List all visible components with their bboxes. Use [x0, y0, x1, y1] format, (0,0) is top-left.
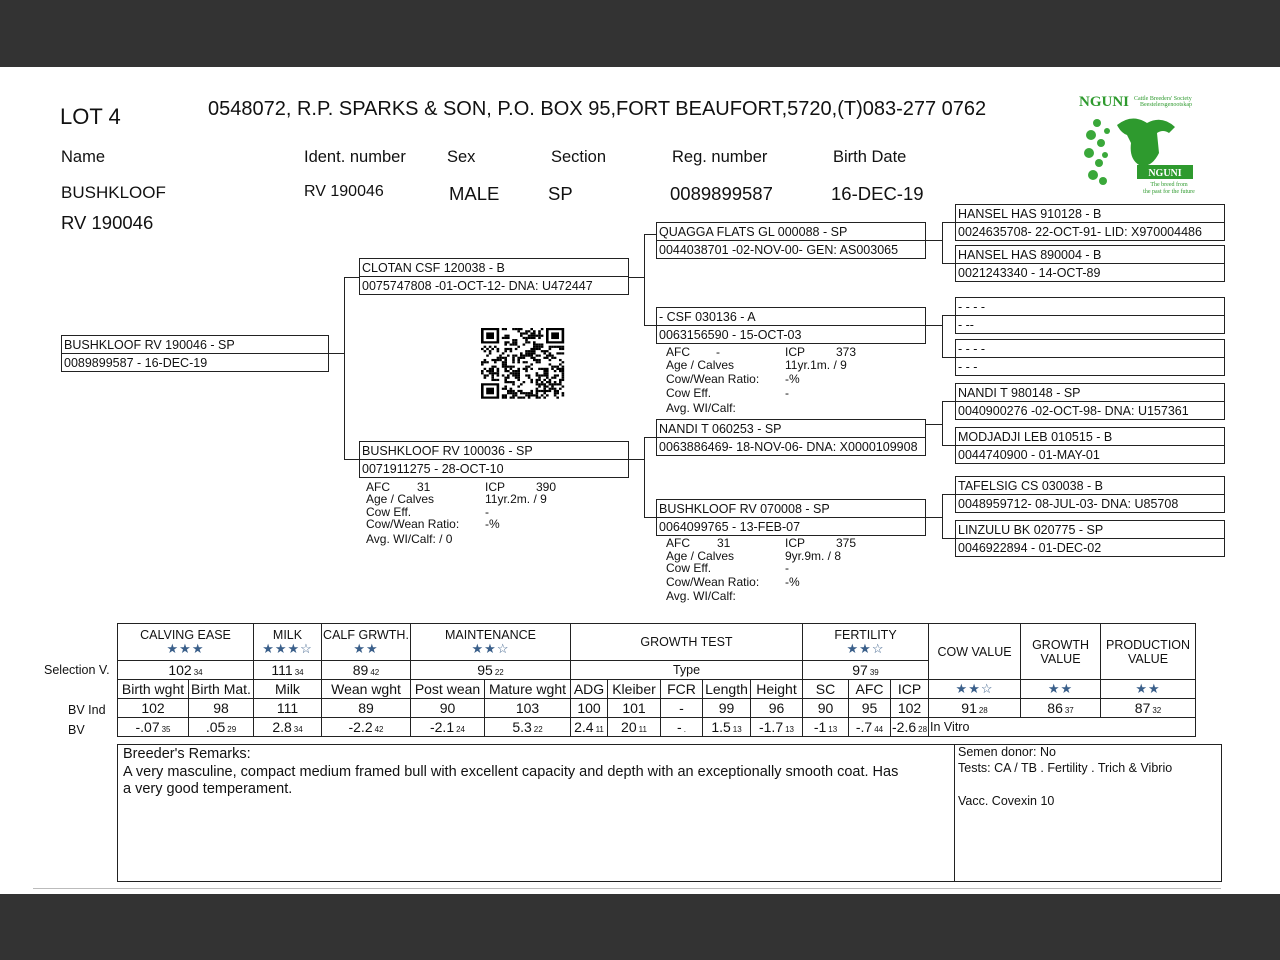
production-value-stars: ★★	[1101, 680, 1196, 699]
bv-adg: 2.4 11	[571, 718, 608, 737]
bv-icp: -2.6 28	[892, 719, 928, 735]
logo-title: NGUNI	[1079, 94, 1130, 110]
ind-height: 96	[751, 699, 803, 718]
ind-length: 99	[703, 699, 751, 718]
ind-kleiber: 101	[608, 699, 661, 718]
group-cow-value: COW VALUE	[929, 624, 1021, 680]
bv-afc: -.7 44	[849, 718, 891, 737]
col-sc: SC	[803, 680, 849, 699]
col-height: Height	[751, 680, 803, 699]
bv-mature-wght: 5.3 22	[485, 718, 571, 737]
calf-stars: ★★	[353, 641, 379, 656]
logo-society2: Beestelersgenootskap	[1140, 102, 1192, 108]
sel-calving: 102 34	[118, 661, 254, 680]
logo-tagline2: the past for the future	[1143, 189, 1195, 195]
ind-fcr: -	[661, 699, 703, 718]
pedigree-dsd	[955, 427, 1225, 464]
pedigree-line2: 0024635708- 22-OCT-91- LID: X970004486	[958, 225, 1202, 239]
pedigree-ssd	[955, 245, 1225, 282]
header-birth: Birth Date	[833, 148, 907, 166]
tests: Tests: CA / TB . Fertility . Trich & Vibrio	[958, 761, 1173, 775]
animal-birth: 16-DEC-19	[831, 183, 924, 204]
pedigree-sss	[955, 204, 1225, 241]
pedigree-line1: - CSF 030136 - A	[659, 310, 756, 324]
col-kleiber: Kleiber	[608, 680, 661, 699]
col-birth-wght: Birth wght	[118, 680, 189, 699]
ind-growth-value: 86 37	[1021, 699, 1101, 718]
animal-reg: 0089899587	[670, 183, 773, 204]
remarks-line2: a very good temperament.	[123, 781, 293, 797]
pedigree-sire-dam	[656, 307, 926, 344]
growth-value-stars: ★★	[1021, 680, 1101, 699]
animal-sex: MALE	[449, 183, 500, 204]
pedigree-ddd	[955, 520, 1225, 557]
pedigree-sire-sire	[656, 222, 926, 259]
pedigree-line2: 0075747808 -01-OCT-12- DNA: U472447	[362, 279, 593, 293]
bottom-dark-bar	[0, 894, 1280, 960]
pedigree-line1: BUSHKLOOF RV 070008 - SP	[659, 502, 830, 516]
col-fcr: FCR	[661, 680, 703, 699]
breeding-values-table	[117, 623, 1196, 737]
animal-ident-large: RV 190046	[61, 212, 154, 233]
pedigree-line1: TAFELSIG CS 030038 - B	[958, 479, 1103, 493]
pedigree-line1: BUSHKLOOF RV 190046 - SP	[64, 338, 235, 352]
animal-name: BUSHKLOOF	[61, 183, 166, 202]
pedigree-sds	[955, 297, 1225, 334]
pedigree-line1: - - - -	[958, 300, 986, 314]
bv-kleiber: 20 11	[608, 718, 661, 737]
ind-mature-wght: 103	[485, 699, 571, 718]
row-label-selection: Selection V.	[44, 663, 110, 677]
bv-sc: -1 13	[803, 718, 849, 737]
remarks-line1: A very masculine, compact medium framed bull with excellent capacity and depth with an exceptionally smooth coat. Has	[123, 764, 899, 780]
pedigree-dam-dam	[656, 499, 926, 536]
animal-section: SP	[548, 183, 573, 204]
pedigree-line1: HANSEL HAS 890004 - B	[958, 248, 1102, 262]
group-fertility: FERTILITY ★★☆	[803, 624, 929, 661]
pedigree-line2: 0040900276 -02-OCT-98- DNA: U157361	[958, 404, 1189, 418]
calving-stars: ★★★	[166, 641, 205, 656]
pedigree-line1: CLOTAN CSF 120038 - B	[362, 261, 505, 275]
col-wean-wght: Wean wght	[322, 680, 411, 699]
vaccination: Vacc. Covexin 10	[958, 794, 1055, 808]
ind-post-wean: 90	[411, 699, 485, 718]
bv-height: -1.7 13	[751, 718, 803, 737]
bv-fcr: - .	[661, 718, 703, 737]
col-length: Length	[703, 680, 751, 699]
pedigree-line2: 0063156590 - 15-OCT-03	[659, 328, 802, 342]
group-production-value: PRODUCTION VALUE	[1101, 624, 1196, 680]
pedigree-line1: QUAGGA FLATS GL 000088 - SP	[659, 225, 848, 239]
pedigree-dds	[955, 476, 1225, 513]
pedigree-line2: 0044740900 - 01-MAY-01	[958, 448, 1100, 462]
group-milk: MILK ★★★☆	[254, 624, 322, 661]
pedigree-line2: 0048959712- 08-JUL-03- DNA: U85708	[958, 497, 1179, 511]
remarks-divider	[954, 745, 955, 881]
col-post-wean: Post wean	[411, 680, 485, 699]
lot-number: LOT 4	[60, 104, 121, 129]
sel-fertility: 97 39	[803, 661, 929, 680]
pedigree-line2: 0063886469- 18-NOV-06- DNA: X0000109908	[659, 440, 918, 454]
fertility-stars: ★★☆	[846, 641, 885, 656]
bv-birth-wght: -.07 35	[118, 718, 189, 737]
logo-tagline1: The breed from	[1150, 182, 1188, 188]
pedigree-line1: - - - -	[958, 342, 986, 356]
qr-code	[481, 328, 569, 402]
header-sex: Sex	[447, 148, 476, 166]
pedigree-line1: NANDI T 980148 - SP	[958, 386, 1081, 400]
sel-calf: 89 42	[322, 661, 411, 680]
perf-dam-dam: AFC 31 ICP 375 Age / Calves 9yr.9m. / 8 Cow Eff. - Cow/Wean Ratio: -% Avg. WI/Calf:	[666, 536, 857, 603]
cow-value-stars: ★★☆	[929, 680, 1021, 699]
group-growth-value: GROWTH VALUE	[1021, 624, 1101, 680]
bottom-rule	[33, 888, 1221, 889]
ind-icp: 102	[891, 699, 929, 718]
bv-wean-wght: -2.2 42	[322, 718, 411, 737]
pedigree-line2: 0089899587 - 16-DEC-19	[64, 356, 208, 370]
ind-afc: 95	[849, 699, 891, 718]
maint-stars: ★★☆	[471, 641, 510, 656]
ind-cow-value: 91 28	[929, 699, 1021, 718]
pedigree-line1: HANSEL HAS 910128 - B	[958, 207, 1102, 221]
pedigree-line2: 0046922894 - 01-DEC-02	[958, 541, 1102, 555]
sel-milk: 111 34	[254, 661, 322, 680]
ind-birth-wght: 102	[118, 699, 189, 718]
pedigree-line1: MODJADJI LEB 010515 - B	[958, 430, 1113, 444]
col-adg: ADG	[571, 680, 608, 699]
pedigree-line2: - --	[958, 318, 974, 332]
top-dark-bar	[0, 0, 1280, 67]
pedigree-dam	[359, 441, 629, 478]
sel-type: Type	[571, 661, 803, 680]
group-calf-growth: CALF GRWTH. ★★	[322, 624, 411, 661]
pedigree-sire	[359, 258, 629, 295]
pedigree-dam-sire	[656, 419, 926, 456]
header-name: Name	[61, 148, 106, 166]
logo-society: Cattle Breeders' Society	[1134, 96, 1192, 102]
col-milk: Milk	[254, 680, 322, 699]
ind-birth-mat: 98	[189, 699, 254, 718]
perf-dam: AFC 31 ICP 390 Age / Calves 11yr.2m. / 9 Cow Eff. - Cow/Wean Ratio: -% Avg. WI/Calf: / 0	[366, 480, 557, 546]
ind-sc: 90	[803, 699, 849, 718]
semen-donor: Semen donor: No	[958, 745, 1056, 759]
pedigree-subject	[61, 335, 329, 372]
pedigree-line2: 0021243340 - 14-OCT-89	[958, 266, 1101, 280]
header-section: Section	[551, 148, 607, 166]
row-label-bv-ind: BV Ind	[68, 703, 106, 717]
col-mature-wght: Mature wght	[485, 680, 571, 699]
logo-badge: NGUNI	[1148, 168, 1182, 179]
group-calving-ease: CALVING EASE ★★★	[118, 624, 254, 661]
col-birth-mat: Birth Mat.	[189, 680, 254, 699]
bv-length: 1.5 13	[703, 718, 751, 737]
animal-ident: RV 190046	[304, 183, 384, 200]
ind-production-value: 87 32	[1101, 699, 1196, 718]
pedigree-dss	[955, 383, 1225, 420]
ind-milk: 111	[254, 699, 322, 718]
bv-birth-mat: .05 29	[189, 718, 254, 737]
remarks-box	[117, 744, 1222, 882]
pedigree-line2: 0071911275 - 28-OCT-10	[362, 462, 504, 476]
sel-maint: 95 22	[411, 661, 571, 680]
breeder-line: 0548072, R.P. SPARKS & SON, P.O. BOX 95,FORT BEAUFORT,5720,(T)083-277 0762	[208, 98, 987, 120]
milk-stars: ★★★☆	[262, 641, 313, 656]
group-growth-test: GROWTH TEST	[571, 624, 803, 661]
ind-adg: 100	[571, 699, 608, 718]
pedigree-line1: LINZULU BK 020775 - SP	[958, 523, 1104, 537]
perf-sire-dam: AFC - ICP 373 Age / Calves 11yr.1m. / 9 Cow/Wean Ratio: -% Cow Eff. - Avg. WI/Calf:	[666, 345, 857, 415]
col-icp: ICP	[891, 680, 929, 699]
bv-milk: 2.8 34	[254, 718, 322, 737]
pedigree-sdd	[955, 339, 1225, 376]
ind-wean-wght: 89	[322, 699, 411, 718]
bv-post-wean: -2.1 24	[411, 718, 485, 737]
pedigree-line2: - - -	[958, 360, 978, 374]
header-reg: Reg. number	[672, 148, 768, 166]
row-label-bv: BV	[68, 723, 85, 737]
header-ident: Ident. number	[304, 148, 406, 166]
pedigree-line1: BUSHKLOOF RV 100036 - SP	[362, 444, 533, 458]
pedigree-line2: 0064099765 - 13-FEB-07	[659, 520, 801, 534]
col-afc: AFC	[849, 680, 891, 699]
in-vitro: In Vitro	[929, 718, 1196, 737]
group-maintenance: MAINTENANCE ★★☆	[411, 624, 571, 661]
pedigree-line1: NANDI T 060253 - SP	[659, 422, 782, 436]
nguni-logo	[1077, 93, 1213, 195]
remarks-title: Breeder's Remarks:	[123, 746, 251, 762]
pedigree-line2: 0044038701 -02-NOV-00- GEN: AS003065	[659, 243, 899, 257]
